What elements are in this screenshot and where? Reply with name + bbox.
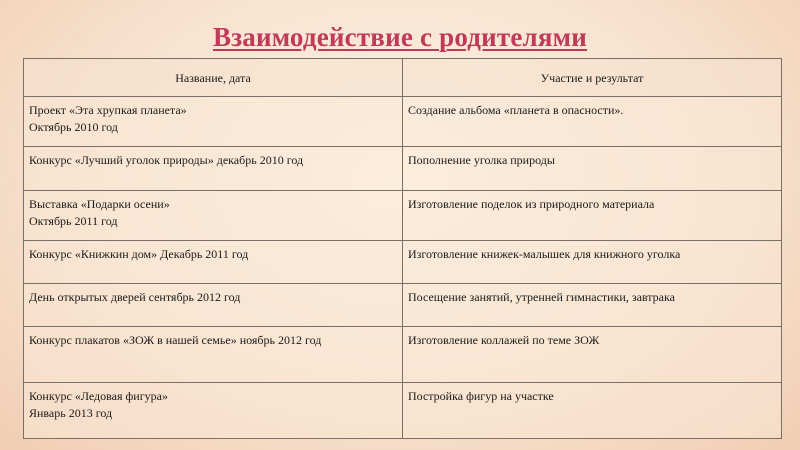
row-result: Изготовление коллажей по теме ЗОЖ (403, 327, 782, 383)
row-result: Постройка фигур на участке (403, 383, 782, 439)
row-name-date: Выставка «Подарки осени» Октябрь 2011 год (24, 191, 403, 241)
row-name-date: День открытых дверей сентябрь 2012 год (24, 284, 403, 327)
row-name-date: Конкурс «Книжкин дом» Декабрь 2011 год (24, 241, 403, 284)
slide-title-text: Взаимодействие с родителями (212, 22, 588, 52)
table-row (24, 383, 782, 439)
row-result: Создание альбома «планета в опасности». (403, 97, 782, 147)
header-name-date: Название, дата (24, 59, 403, 97)
row-name-date: Конкурс плакатов «ЗОЖ в нашей семье» ноябрь 2012 год (24, 327, 403, 383)
table-row (24, 327, 782, 383)
header-participation-result: Участие и результат (403, 59, 782, 97)
table-row (24, 97, 782, 147)
row-result: Изготовление книжек-малышек для книжного уголка (403, 241, 782, 284)
table-row (24, 241, 782, 284)
table-row (24, 191, 782, 241)
table-header-row (24, 59, 782, 97)
row-result: Пополнение уголка природы (403, 147, 782, 191)
row-result: Изготовление поделок из природного материала (403, 191, 782, 241)
slide-title (0, 22, 800, 53)
table-row (24, 147, 782, 191)
row-name-date: Проект «Эта хрупкая планета» Октябрь 2010 год (24, 97, 403, 147)
row-result: Посещение занятий, утренней гимнастики, завтрака (403, 284, 782, 327)
row-name-date: Конкурс «Ледовая фигура» Январь 2013 год (24, 383, 403, 439)
row-name-date: Конкурс «Лучший уголок природы» декабрь 2010 год (24, 147, 403, 191)
activities-table (23, 58, 782, 439)
table-row (24, 284, 782, 327)
